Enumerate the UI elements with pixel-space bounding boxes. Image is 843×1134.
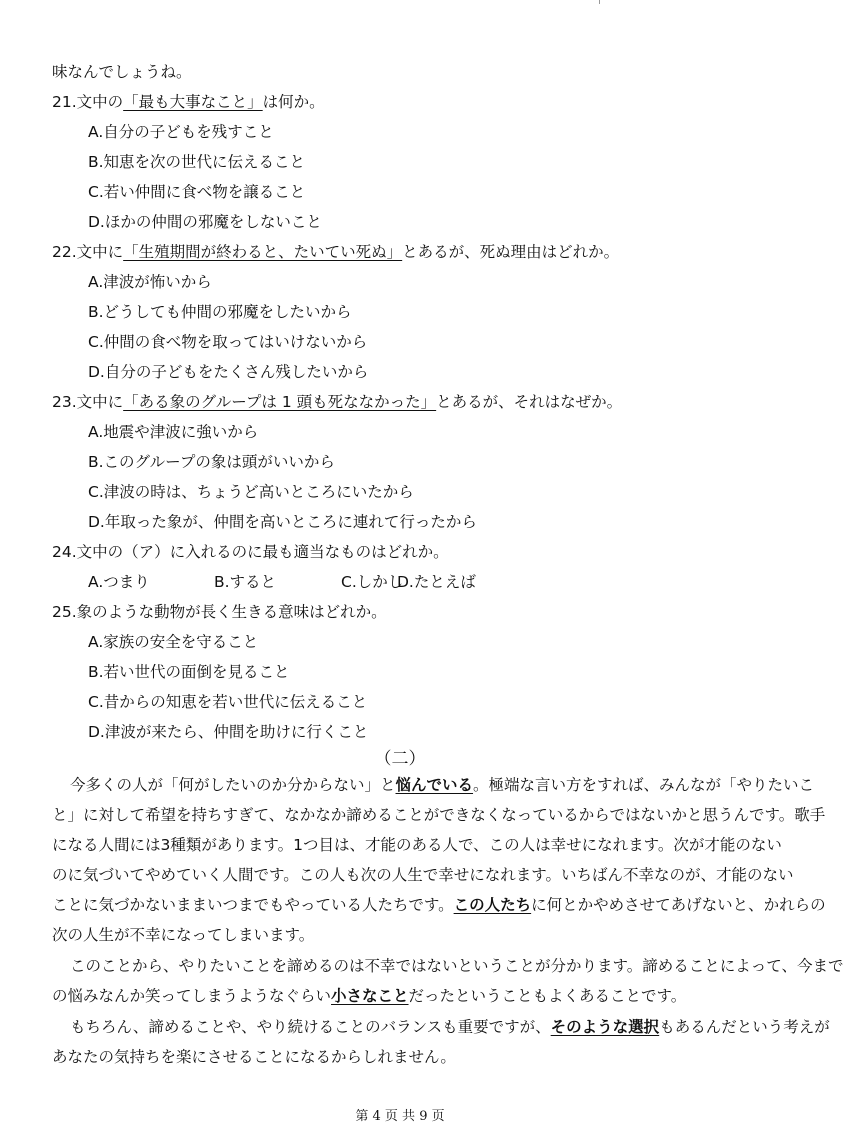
option-21-a[interactable]: A.自分の子どもを残すこと bbox=[88, 123, 274, 141]
passage-text: もあるんだという考えが bbox=[659, 1018, 830, 1036]
question-25: 25.象のような動物が長く生きる意味はどれか。 bbox=[52, 603, 387, 621]
option-25-c[interactable]: C.昔からの知恵を若い世代に伝えること bbox=[88, 693, 368, 711]
question-23 bbox=[52, 392, 800, 412]
passage-line: になる人間には3種類があります。1つ目は、才能のある人で、この人は幸せになれます。次が才能のない bbox=[52, 836, 782, 854]
passage-text: 今多くの人が「何がしたいのか分からない」と bbox=[70, 776, 396, 794]
option-21-c[interactable]: C.若い仲間に食べ物を譲ること bbox=[88, 183, 306, 201]
passage-text: もちろん、諦めることや、やり続けることのバランスも重要ですが、 bbox=[70, 1018, 551, 1036]
option-21-b[interactable]: B.知恵を次の世代に伝えること bbox=[88, 153, 306, 171]
option-25-b[interactable]: B.若い世代の面倒を見ること bbox=[88, 663, 290, 681]
question-quote: 「ある象のグループは 1 頭も死ななかった」 bbox=[123, 393, 437, 411]
option-25-d[interactable]: D.津波が来たら、仲間を助けに行くこと bbox=[88, 723, 369, 741]
option-23-c[interactable]: C.津波の時は、ちょうど高いところにいたから bbox=[88, 483, 414, 501]
passage-text: の悩みなんか笑ってしまうようなぐらい bbox=[52, 987, 332, 1005]
passage-text: に何とかやめさせてあげないと、かれらの bbox=[531, 896, 826, 914]
passage-tail: 味なんでしょうね。 bbox=[52, 63, 192, 81]
passage-line bbox=[70, 1017, 830, 1037]
passage-line bbox=[52, 986, 752, 1006]
option-24-d[interactable]: D.たとえば bbox=[397, 573, 476, 591]
question-suffix: とあるが、それはなぜか。 bbox=[436, 393, 623, 411]
option-22-c[interactable]: C.仲間の食べ物を取ってはいけないから bbox=[88, 333, 368, 351]
question-21 bbox=[52, 92, 800, 112]
passage-line bbox=[52, 895, 826, 915]
question-quote: 「最も大事なこと」 bbox=[123, 93, 263, 111]
page-number: 第 4 页 共 9 页 bbox=[355, 1109, 445, 1124]
question-prefix: 21.文中の bbox=[52, 93, 124, 111]
question-prefix: 23.文中に bbox=[52, 393, 124, 411]
option-24-a[interactable]: A.つまり bbox=[88, 573, 150, 591]
passage-line: このことから、やりたいことを諦めるのは不幸ではないということが分かります。諦めることによって、今まで bbox=[70, 957, 843, 975]
passage-line bbox=[70, 775, 815, 795]
option-22-b[interactable]: B.どうしても仲間の邪魔をしたいから bbox=[88, 303, 352, 321]
question-prefix: 22.文中に bbox=[52, 243, 124, 261]
passage-text: 。極端な言い方をすれば、みんなが「やりたいこ bbox=[473, 776, 815, 794]
underlined-phrase: この人たち bbox=[453, 896, 532, 914]
underlined-phrase: そのような選択 bbox=[550, 1018, 660, 1036]
question-quote: 「生殖期間が終わると、たいてい死ぬ」 bbox=[123, 243, 403, 261]
scan-mark bbox=[599, 0, 600, 4]
option-22-a[interactable]: A.津波が怖いから bbox=[88, 273, 212, 291]
option-21-d[interactable]: D.ほかの仲間の邪魔をしないこと bbox=[88, 213, 322, 231]
question-24: 24.文中の（ア）に入れるのに最も適当なものはどれか。 bbox=[52, 543, 449, 561]
option-24-b[interactable]: B.すると bbox=[214, 573, 277, 591]
passage-text: ことに気づかないままいつまでもやっている人たちです。 bbox=[52, 896, 454, 914]
passage-line: あなたの気持ちを楽にさせることになるからしれません。 bbox=[52, 1048, 456, 1066]
question-suffix: は何か。 bbox=[262, 93, 325, 111]
option-25-a[interactable]: A.家族の安全を守ること bbox=[88, 633, 259, 651]
question-22 bbox=[52, 242, 800, 262]
option-24-c[interactable]: C.しかし bbox=[341, 573, 404, 591]
option-23-b[interactable]: B.このグループの象は頭がいいから bbox=[88, 453, 335, 471]
option-23-d[interactable]: D.年取った象が、仲間を高いところに連れて行ったから bbox=[88, 513, 477, 531]
question-suffix: とあるが、死ぬ理由はどれか。 bbox=[402, 243, 620, 261]
underlined-phrase: 小さなこと bbox=[331, 987, 409, 1005]
option-22-d[interactable]: D.自分の子どもをたくさん残したいから bbox=[88, 363, 369, 381]
option-23-a[interactable]: A.地震や津波に強いから bbox=[88, 423, 259, 441]
passage-line: と」に対して希望を持ちすぎて、なかなか諦めることができなくなっているからではないかと思うんです。歌手 bbox=[52, 806, 826, 824]
passage-line: のに気づいてやめていく人間です。この人も次の人生で幸せになれます。いちばん不幸なのが、才能のない bbox=[52, 866, 794, 884]
section-title: （二） bbox=[374, 749, 426, 769]
passage-text: だったということもよくあることです。 bbox=[408, 987, 687, 1005]
passage-line: 次の人生が不幸になってしまいます。 bbox=[52, 926, 315, 944]
underlined-phrase: 悩んでいる bbox=[395, 776, 474, 794]
